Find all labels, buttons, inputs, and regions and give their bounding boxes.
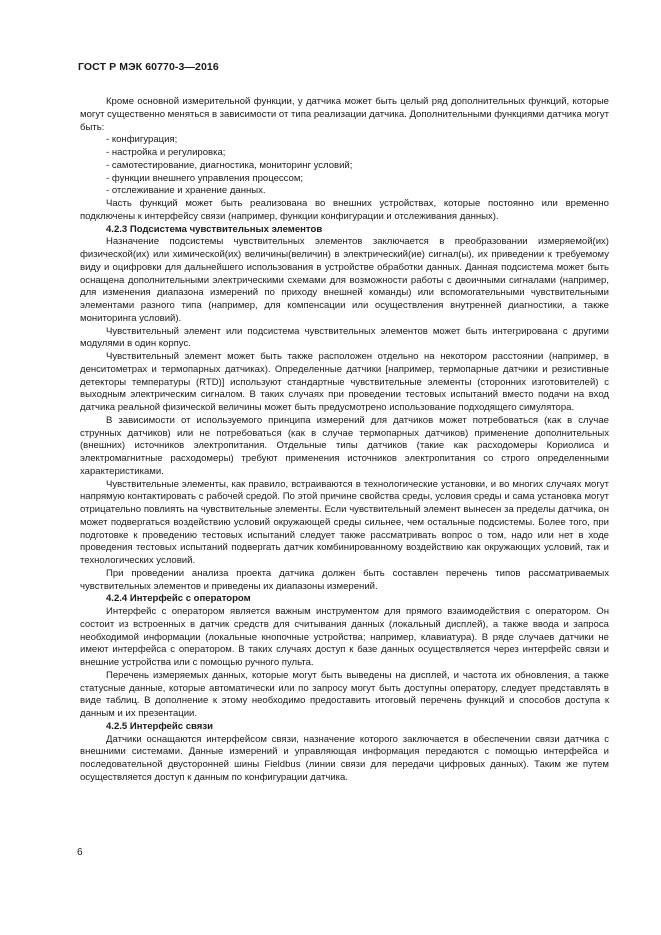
list-item: - отслеживание и хранение данных. [106, 185, 266, 197]
section-heading: 4.2.3 Подсистема чувствительных элементов [106, 223, 323, 235]
paragraph: Кроме основной измерительной функции, у датчика может быть целый ряд дополнительных функций, которые могут существенно меняться в зависимости от типа реализации датчика. Дополнительными функциями датчика могут быть: [80, 96, 609, 133]
list-item: - самотестирование, диагностика, мониторинг условий; [106, 159, 353, 171]
page-header: ГОСТ Р МЭК 60770-3—2016 [78, 61, 219, 73]
list-item: - настройка и регулировка; [106, 147, 226, 158]
section-heading: 4.2.4 Интерфейс с оператором [106, 593, 251, 605]
paragraph: Назначение подсистемы чувствительных элементов заключается в преобразовании измеряемой(их) физической(их) или химической(их) величины(величин) в электрический(ие) сигнал(ы), их приведении к требуемому виду и оцифровки для дальнейшего использования в устройстве обработки данных. Данная подсистема может быть оснащена дополнительными электрическими схемами для возможности работы с двоичными сигналами (например, для изменения диапазона измерений по приходу внешней команды) или вспомогательными чувствительными элементами разного типа (например, для компенсации или осуществления внутренней диагностики, а также мониторинга условий). [80, 236, 609, 324]
document-body [80, 96, 609, 785]
paragraph: Перечень измеряемых данных, которые могут быть выведены на дисплей, и частота их обновления, а также статусные данные, которые автоматически или по запросу могут быть доступны оператору, следует представлять в виде таблиц. В дополнение к этому необходимо предоставить итоговый перечень функций и способов доступа к данным и их презентации. [80, 669, 609, 719]
paragraph: Датчики оснащаются интерфейсом связи, назначение которого заключается в обеспечении связи датчика с внешними системами. Данные измерений и управляющая информация передаются с помощью интерфейса и последовательной двусторонней шины Fieldbus (линии связи для передачи цифровых данных). Таким же путем осуществляется доступ к данным по конфигурации датчика. [80, 733, 609, 783]
paragraph: Чувствительный элемент может быть также расположен отдельно на некотором расстоянии (например, в денситометрах и термопарных датчиках). Определенные датчики [например, термопарные датчики и резистивные детекторы температуры (RTD)] используют стандартные чувствительные элементы (сторонних изготовителей) с выходным электрическим сигналом. В таких случаях при проведении тестовых испытаний вместо подачи на вход датчика реальной физической величины может быть предусмотрено использование подходящего симулятора. [80, 351, 609, 413]
section-heading: 4.2.5 Интерфейс связи [106, 720, 213, 732]
list-item: - конфигурация; [106, 134, 178, 146]
paragraph: Чувствительные элементы, как правило, встраиваются в технологические установки, и во многих случаях могут напрямую контактировать с рабочей средой. По этой причине свойства среды, условия среды и сама установка могут отрицательно повлиять на чувствительные элементы. Если чувствительный элемент вынесен за пределы датчика, он может подвергаться воздействию условий окружающей среды сильнее, чем остальные подсистемы. Более того, при подготовке к проведению тестовых испытаний следует также рассматривать вопрос о том, надо или нет в ходе проведения тестовых испытаний подвергать датчик комбинированному воздействию как окружающих условий, так и технологических условий. [80, 478, 609, 566]
list-item: - функции внешнего управления процессом; [106, 172, 304, 184]
paragraph: Интерфейс с оператором является важным инструментом для прямого взаимодействия с оператором. Он состоит из встроенных в датчик средств для считывания данных (локальный дисплей), а также ввода и запроса необходимой информации (локальные кнопочные устройства; например, клавиатура). В ряде случаев датчики не имеют интерфейса с оператором. В таких случаях доступ к базе данных осуществляется через интерфейс связи и внешние устройства или с помощью ручного пульта. [80, 606, 609, 668]
page-number: 6 [77, 847, 83, 858]
paragraph: При проведении анализа проекта датчика должен быть составлен перечень типов рассматриваемых чувствительных элементов и приведены их диапазоны измерений. [80, 567, 609, 592]
paragraph: Часть функций может быть реализована во внешних устройствах, которые постоянно или временно подключены к интерфейсу связи (например, функции конфигурации и отслеживания данных). [80, 198, 609, 222]
paragraph: Чувствительный элемент или подсистема чувствительных элементов может быть интегрирована с другими модулями в один корпус. [80, 325, 609, 350]
paragraph: В зависимости от используемого принципа измерений для датчиков может потребоваться (как в случае струнных датчиков) или не потребоваться (как в случае термопарных датчиков) применение дополнительных (внешних) источников электропитания. Отдельные типы датчиков (такие как расходомеры Кориолиса и электромагнитные расходомеры) требуют применения источников электропитания со строго определенными характеристиками. [80, 414, 609, 477]
